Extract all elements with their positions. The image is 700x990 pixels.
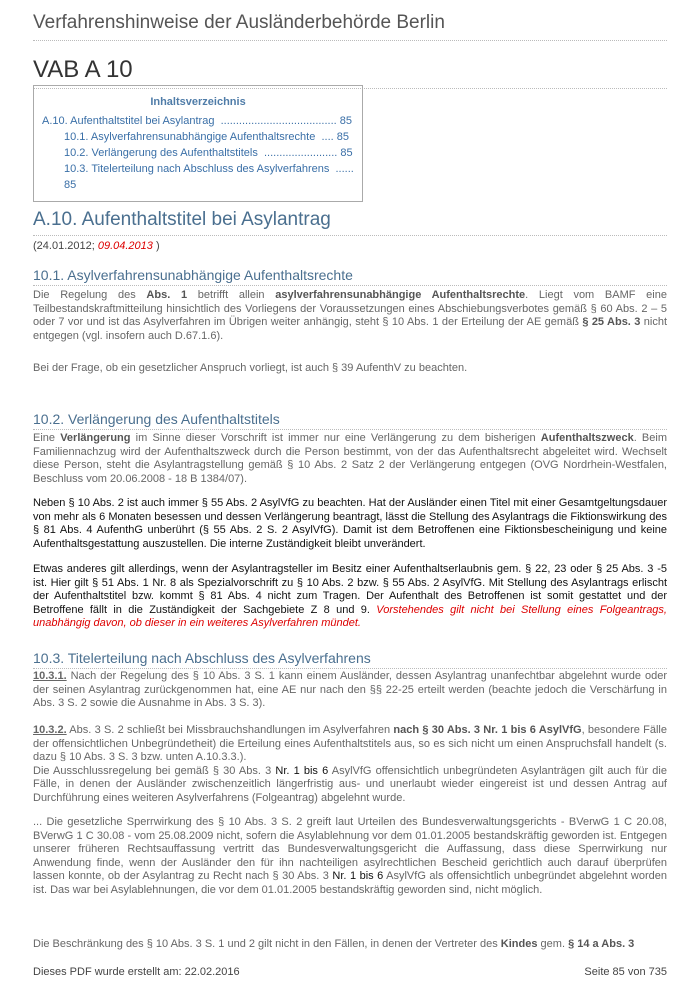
text: im Sinne dieser Vorschrift ist immer nur eine Verlängerung zu dem bisherigen (130, 432, 541, 444)
date-suffix: ) (152, 240, 160, 252)
text: Eine (33, 432, 61, 444)
toc-item-page[interactable]: 85 (336, 131, 350, 143)
page-number: Seite 85 von 735 (584, 966, 667, 978)
text-bold: Kindes (500, 938, 538, 950)
text-red-italic: Vorstehendes gilt nicht bei Stellung eines Folgeantrags, unabhängig davon, ob dieser in ein weiteres Asylverfahren mündet. (33, 603, 667, 629)
text: AsylVfG offensichtlich unbegründeten Asylanträgen gilt auch für die Fälle, in denen der Ausländer zwischenzeitlich längerfristig aus- und unerlaubt wieder eingereist ist und dessen Antrag auf Durchführung eines weiteren Asylverfahrens (Folgeantrag) abgelehnt wurde. (33, 764, 667, 804)
date-prefix: (24.01.2012; (33, 240, 98, 252)
text: betrifft allein (187, 289, 276, 301)
toc-item[interactable] (42, 161, 354, 193)
paragraph-number: 10.3.2. (33, 724, 67, 736)
toc-item-label[interactable]: 10.2. Verlängerung des Aufenthaltstitels (64, 147, 258, 159)
toc-item-page[interactable]: 85 (64, 179, 77, 191)
paragraph (33, 432, 667, 486)
date-updated: 09.04.2013 (97, 240, 153, 252)
text-bold: AsylVfG (535, 724, 582, 736)
paragraph (33, 816, 667, 897)
toc-item-page[interactable]: 85 (339, 115, 353, 127)
text: nicht entgegen (vgl. insofern auch D.67.1.6). (33, 316, 667, 342)
subsection-title-10-1: 10.1. Asylverfahrensunabhängige Aufenthaltsrechte (33, 267, 667, 286)
paragraph (33, 670, 667, 711)
text: . Beim Familiennachzug wird der Aufenthaltszweck durch die Person bestimmt, von der das Aufenthaltsrecht abgeleitet wird. Wechselt diese Person, steht die Asylantragstellung gemäß § 10 Abs. 2 Satz 2 der Verlängerung entgegen (OVG Nordrhein-Westfalen, Beschluss vom 20.06.2008 - 18 B 1384/07). (33, 432, 667, 485)
toc-item-dots: ........................ (263, 147, 338, 159)
toc-item-label[interactable]: 10.3. Titelerteilung nach Abschluss des Asylverfahrens (64, 163, 330, 175)
toc-item[interactable] (42, 129, 354, 145)
paragraph (33, 289, 667, 343)
paragraph (33, 938, 667, 952)
paragraph-number: 10.3.1. (33, 670, 67, 682)
text: Die Ausschlussregelung bei gemäß § 30 Abs. 3 (33, 764, 276, 777)
text: ... Die gesetzliche Sperrwirkung des § 10 Abs. 3 S. 2 greift laut Urteilen des Bundesverwaltungsgerichts - BVerwG 1 C 20.08, BVerwG 1 C 30.08 - vom 25.08.2009 nicht, sofern die Asylablehnung vor dem 01.01.2005 bestandskräftig geworden ist. Entgegen unserer früheren Rechtsauffassung vertritt das Bundesverwaltungsgericht die Auffassung, dass diese Sperrwirkung nur Anwendung finde, wenn der Ausländer den für ihn nachteiligen asylrechtlichen Bescheid gerichtlich auch darauf überprüfen lassen konnte, ob der Asylantrag zu Recht nach § 30 Abs. 3 (33, 816, 667, 882)
toc-item[interactable] (42, 145, 354, 161)
document-title: VAB A 10 (33, 56, 667, 89)
page (33, 0, 667, 990)
paragraph (33, 724, 667, 805)
text-bold: § 25 Abs. 3 (582, 316, 641, 328)
toc-item-label[interactable]: 10.1. Asylverfahrensunabhängige Aufenthaltsrechte (64, 131, 316, 143)
text: Etwas anderes gilt allerdings, wenn der Asylantragsteller im Besitz einer Aufenthaltserlaubnis gem. § 22, 23 oder § 25 Abs. 3 -5 ist. Hier gilt § 51 Abs. 1 Nr. 8 als Spezialvorschrift zu § 10 Abs. 2 bzw. § 55 Abs. 2 AsylVfG. Mit Stellung des Asylantrags erlischt der Aufenthaltstitel bzw. kommt § 81 Abs. 4 nicht zum Tragen. Der Aufenthalt des Betroffenen ist somit gestattet und der Betroffene fällt in die Zuständigkeit der Sachgebiete Z 8 und 9. (33, 563, 667, 616)
toc-item[interactable] (42, 113, 354, 129)
pdf-created-date: Dieses PDF wurde erstellt am: 22.02.2016 (33, 966, 240, 978)
subsection-title-10-2: 10.2. Verlängerung des Aufenthaltstitels (33, 411, 667, 430)
toc-item-label[interactable]: A.10. Aufenthaltstitel bei Asylantrag (42, 115, 215, 127)
text: Nach der Regelung des § 10 Abs. 3 S. 1 kann einem Ausländer, dessen Asylantrag unanfechtbar abgelehnt wurde oder der seinen Asylantrag zurückgenommen hat, eine AE nur nach den §§ 22-25 erteilt werden (beachte jedoch die Verschärfung in Abs. 3 S. 2 sowie die Ausnahme in Abs. 3 S. 3). (33, 670, 667, 709)
text: . Liegt vom BAMF eine Teilbestandskraftmitteilung hinsichtlich des Vorliegens der Voraussetzungen eines Abschiebungsverbotes gemäß § 60 Abs. 2 – 5 oder 7 vor und ist das Asylverfahren im Übrigen weiter anhängig, steht § 10 Abs. 1 der Erteilung der AE gemäß (33, 289, 667, 328)
toc-item-page[interactable]: 85 (340, 147, 353, 159)
text: AsylVfG als offensichtlich unbegründet abgelehnt worden ist. Das war bei Asylablehnungen, die vor dem 01.01.2005 bestandskräftig geworden sind, nicht möglich. (33, 870, 667, 896)
text: gem. (537, 938, 569, 950)
subsection-title-10-3: 10.3. Titelerteilung nach Abschluss des Asylverfahrens (33, 650, 667, 669)
section-title: A.10. Aufenthaltstitel bei Asylantrag (33, 209, 667, 236)
text-bold: nach § 30 Abs. 3 Nr. 1 bis 6 (393, 724, 536, 736)
toc-item-dots: ...................................... (220, 115, 337, 127)
text: Die Beschränkung des § 10 Abs. 3 S. 1 und 2 gilt nicht in den Fällen, in denen der Vertreter des (33, 938, 501, 950)
text-bold: Abs. 1 (146, 289, 188, 301)
text-bold: Aufenthaltszweck (540, 432, 634, 444)
toc-heading: Inhaltsverzeichnis (150, 96, 246, 108)
toc-item-dots: ...... (335, 163, 354, 175)
page-footer (33, 966, 667, 978)
text-bold: Verlängerung (60, 432, 131, 444)
text-bold: § 14 a Abs. 3 (568, 938, 635, 950)
paragraph: Bei der Frage, ob ein gesetzlicher Anspruch vorliegt, ist auch § 39 AufenthV zu beachten. (33, 362, 468, 374)
paragraph (33, 563, 667, 631)
paragraph: Neben § 10 Abs. 2 ist auch immer § 55 Abs. 2 AsylVfG zu beachten. Hat der Ausländer einen Titel mit einer Gesamtgeltungsdauer von mehr als 6 Monaten besessen und dessen Verlängerung beantragt, lässt die Stellung des Asylantrags die Fiktionswirkung des § 81 Abs. 4 AufenthG unberührt (§ 55 Abs. 2 S. 2 AsylVfG). Damit ist dem Betroffenen eine Fiktionsbescheinigung und keine Aufenthaltsgestattung auszustellen. Die interne Zuständigkeit bleibt unverändert. (33, 497, 667, 550)
table-of-contents (33, 85, 363, 202)
revision-dates (33, 240, 160, 252)
text: Nr. 1 bis 6 (332, 870, 384, 882)
text: Nr. 1 bis 6 (275, 764, 329, 777)
text: , besondere Fälle der offensichtlichen Unbegründetheit) die Erteilung eines Aufenthaltstitels aus, so es sich nicht um einen Anspruchsfall handelt (s. dazu § 10 Abs. 3 S. 3 bzw. unten A.10.3.3.). (33, 724, 667, 763)
text-bold: asylverfahrensunabhängige Aufenthaltsrechte (275, 289, 526, 301)
page-header: Verfahrenshinweise der Ausländerbehörde Berlin (33, 12, 667, 41)
toc-item-dots: .... (321, 131, 334, 143)
text: Die Regelung des (33, 289, 147, 301)
text: Abs. 3 S. 2 schließt bei Missbrauchshandlungen im Asylverfahren (66, 724, 394, 736)
